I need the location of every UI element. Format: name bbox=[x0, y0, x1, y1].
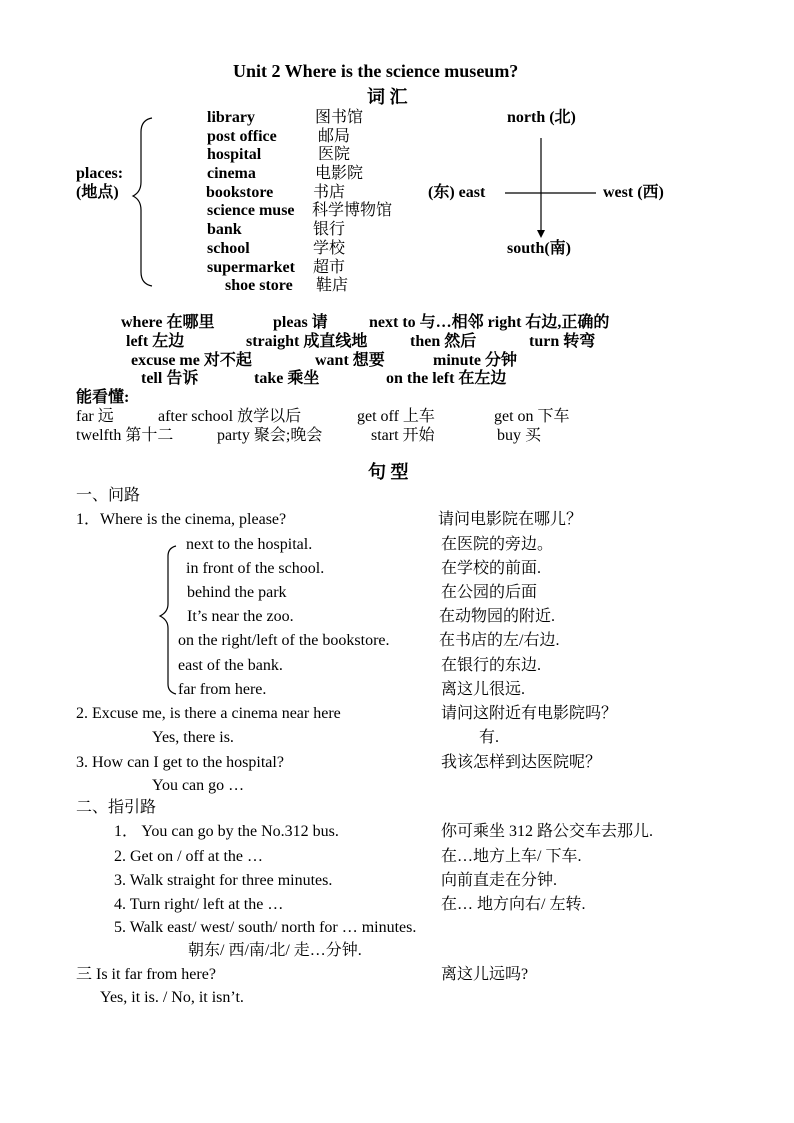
answer-en: It’s near the zoo. bbox=[187, 608, 294, 625]
direction-en: 1． You can go by the No.312 bus. bbox=[114, 823, 339, 840]
answer-cn: 在动物园的附近. bbox=[439, 608, 556, 625]
direction-cn: 在… 地方向右/ 左转. bbox=[441, 896, 586, 913]
answer-cn: 在公园的后面 bbox=[441, 584, 538, 601]
direction-en: 3. Walk straight for three minutes. bbox=[114, 872, 333, 889]
place-cn: 科学博物馆 bbox=[312, 202, 393, 219]
word: straight 成直线地 bbox=[246, 333, 368, 350]
answer-cn: 在学校的前面. bbox=[441, 560, 542, 577]
understand-word: twelfth 第十二 bbox=[76, 427, 174, 444]
direction-en: 2. Get on / off at the … bbox=[114, 848, 264, 865]
answer-en: east of the bank. bbox=[178, 657, 283, 674]
answer-cn: 在银行的东边. bbox=[441, 657, 542, 674]
direction-cn: 朝东/ 西/南/北/ 走…分钟. bbox=[188, 942, 362, 959]
word: tell 告诉 bbox=[141, 370, 199, 387]
place-cn: 学校 bbox=[313, 240, 346, 257]
question-en: 2. Excuse me, is there a cinema near here bbox=[76, 705, 341, 722]
understand-word: buy 买 bbox=[497, 427, 542, 444]
understand-word: after school 放学以后 bbox=[158, 408, 302, 425]
understand-word: far 远 bbox=[76, 408, 114, 425]
direction-cn: 在…地方上车/ 下车. bbox=[441, 848, 582, 865]
word: excuse me 对不起 bbox=[131, 352, 252, 369]
answer-en: far from here. bbox=[178, 681, 267, 698]
place-cn: 银行 bbox=[313, 221, 346, 238]
place-cn: 鞋店 bbox=[316, 277, 349, 294]
compass-arrow bbox=[537, 230, 545, 238]
question-cn: 请问电影院在哪儿？ bbox=[438, 511, 583, 528]
place-en: hospital bbox=[207, 146, 262, 163]
direction-en: 5. Walk east/ west/ south/ north for … minutes. bbox=[114, 919, 417, 936]
answer-cn: 在医院的旁边。 bbox=[441, 536, 554, 553]
place-cn: 图书馆 bbox=[315, 109, 364, 126]
answer-cn: 离这儿很远. bbox=[441, 681, 526, 698]
section2-title: 二、指引路 bbox=[76, 799, 157, 816]
answer-en: behind the park bbox=[187, 584, 287, 601]
place-en: library bbox=[207, 109, 255, 126]
section3-title: 三 Is it far from here? bbox=[76, 966, 216, 983]
word: pleas 请 bbox=[273, 314, 328, 331]
word: want 想要 bbox=[315, 352, 385, 369]
answer-en: You can go … bbox=[152, 777, 245, 794]
question-en: 1．Where is the cinema, please? bbox=[76, 511, 287, 528]
understand-word: start 开始 bbox=[371, 427, 435, 444]
word: left 左边 bbox=[126, 333, 185, 350]
section1-title: 一、问路 bbox=[76, 487, 141, 504]
question-en: 3. How can I get to the hospital? bbox=[76, 754, 284, 771]
place-en: bank bbox=[207, 221, 242, 238]
word: next to 与…相邻 right 右边,正确的 bbox=[369, 314, 610, 331]
compass-south: south(南) bbox=[507, 240, 572, 257]
understand-word: get on 下车 bbox=[494, 408, 570, 425]
answer-en: on the right/left of the bookstore. bbox=[178, 632, 390, 649]
places-label: places: bbox=[76, 165, 124, 182]
place-en: post office bbox=[207, 128, 277, 145]
place-cn: 书店 bbox=[313, 184, 346, 201]
place-cn: 超市 bbox=[313, 259, 346, 276]
word: take 乘坐 bbox=[254, 370, 320, 387]
word: minute 分钟 bbox=[433, 352, 518, 369]
answer-en: Yes, there is. bbox=[152, 729, 234, 746]
direction-cn: 向前直走在分钟. bbox=[441, 872, 558, 889]
direction-en: 4. Turn right/ left at the … bbox=[114, 896, 284, 913]
understand-label: 能看懂: bbox=[76, 389, 130, 406]
places-brace bbox=[133, 118, 152, 286]
vocab-heading: 词 汇 bbox=[367, 87, 408, 107]
word: then 然后 bbox=[410, 333, 477, 350]
answer-cn: 有. bbox=[479, 729, 500, 746]
compass-west: west (西) bbox=[603, 184, 664, 201]
understand-word: get off 上车 bbox=[357, 408, 435, 425]
question-cn: 我该怎样到达医院呢？ bbox=[441, 754, 602, 771]
compass-east: (东) east bbox=[428, 184, 486, 201]
word: turn 转弯 bbox=[529, 333, 596, 350]
answer-en: next to the hospital. bbox=[186, 536, 313, 553]
answer-cn: 在书店的左/右边. bbox=[439, 632, 560, 649]
section3-answer: Yes, it is. / No, it isn’t. bbox=[100, 989, 244, 1006]
section3-cn: 离这儿远吗? bbox=[441, 966, 529, 983]
place-cn: 邮局 bbox=[318, 128, 351, 145]
question-cn: 请问这附近有电影院吗？ bbox=[441, 705, 618, 722]
compass-north: north (北) bbox=[507, 109, 576, 126]
word: on the left 在左边 bbox=[386, 370, 507, 387]
place-en: supermarket bbox=[207, 259, 295, 276]
place-en: cinema bbox=[207, 165, 256, 182]
answer-en: in front of the school. bbox=[186, 560, 325, 577]
word: where 在哪里 bbox=[121, 314, 215, 331]
place-cn: 电影院 bbox=[315, 165, 364, 182]
answers-brace bbox=[160, 546, 176, 694]
place-en: shoe store bbox=[225, 277, 293, 294]
place-en: bookstore bbox=[206, 184, 274, 201]
place-en: science muse bbox=[207, 202, 295, 219]
understand-word: party 聚会;晚会 bbox=[217, 427, 323, 444]
place-cn: 医院 bbox=[318, 146, 351, 163]
pattern-heading: 句 型 bbox=[368, 462, 409, 482]
place-en: school bbox=[207, 240, 250, 257]
places-label-cn: (地点) bbox=[76, 184, 119, 201]
direction-cn: 你可乘坐 312 路公交车去那儿. bbox=[441, 823, 654, 840]
page-title: Unit 2 Where is the science museum? bbox=[233, 61, 519, 81]
